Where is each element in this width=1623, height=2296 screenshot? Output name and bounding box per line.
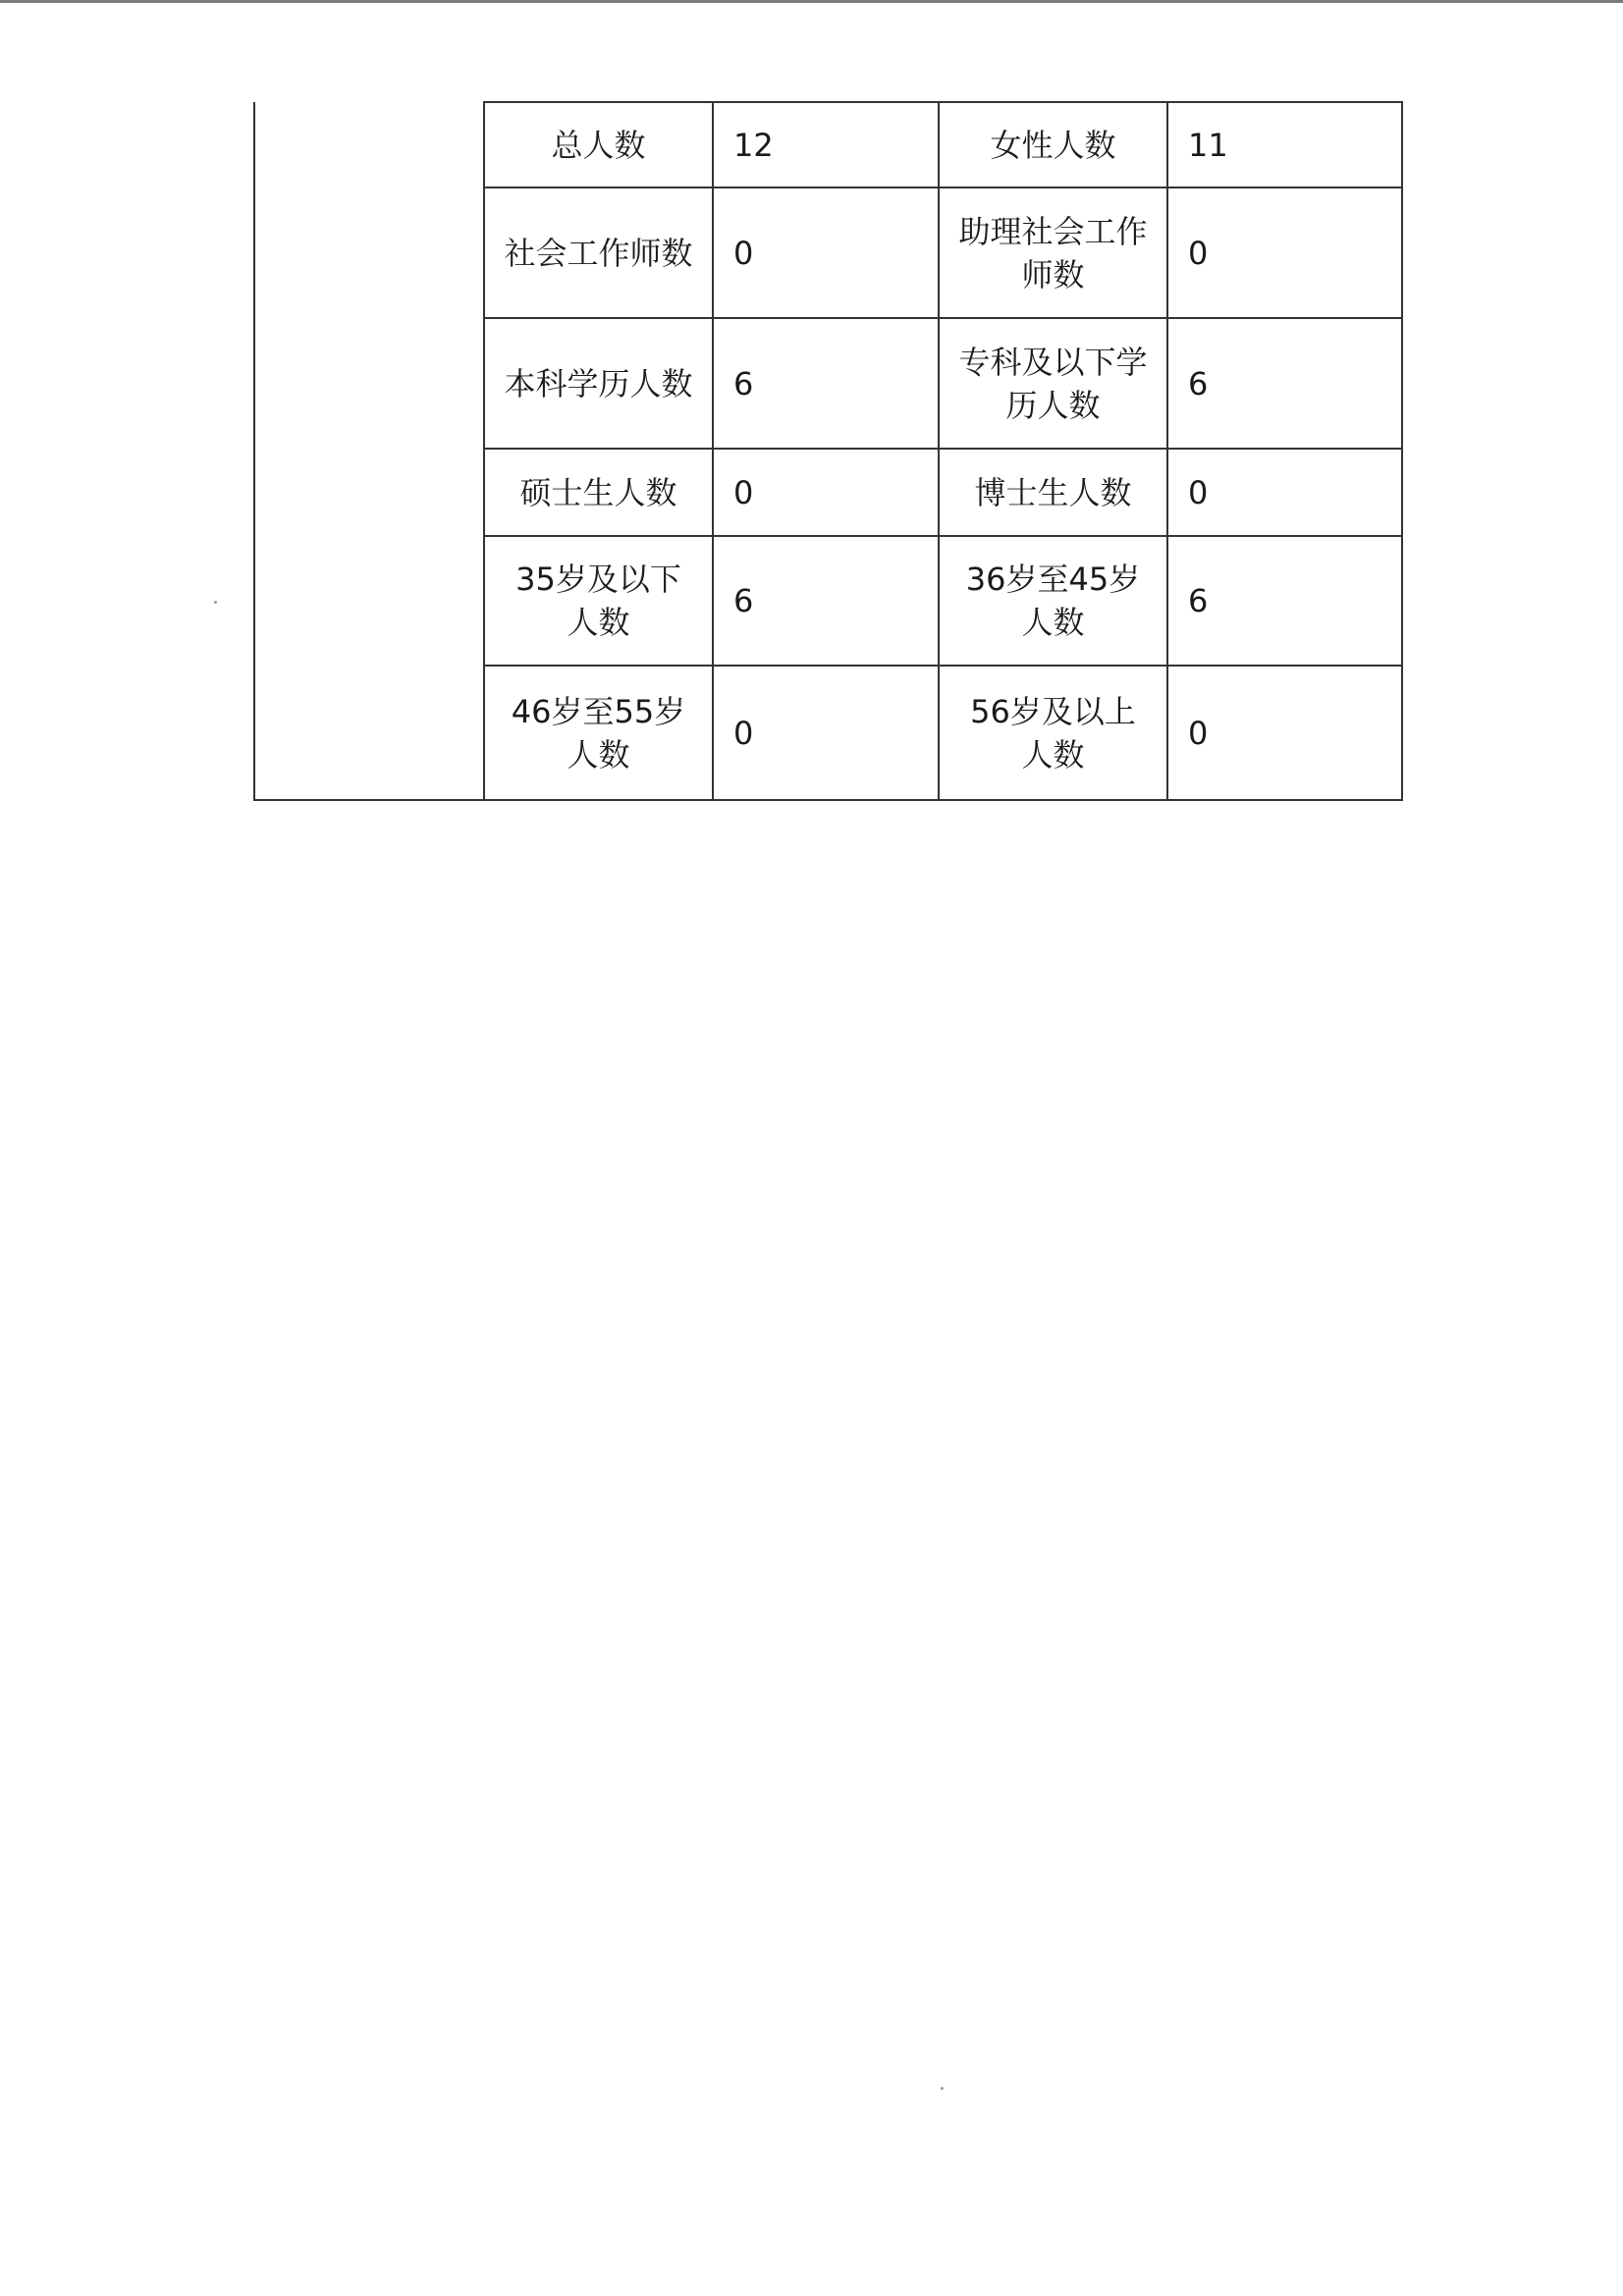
age-46-55-label: 46岁至55岁 人数	[484, 666, 713, 800]
scan-top-edge	[0, 0, 1623, 3]
assistant-social-worker-count-value: 0	[1167, 187, 1402, 318]
social-worker-count-value: 0	[713, 187, 939, 318]
social-worker-count-label: 社会工作师数	[484, 187, 713, 318]
doctor-count-value: 0	[1167, 449, 1402, 536]
age-35-below-value: 6	[713, 536, 939, 666]
college-or-below-count-label: 专科及以下学 历人数	[939, 318, 1167, 449]
bachelor-count-label: 本科学历人数	[484, 318, 713, 449]
table-row	[254, 102, 1402, 187]
age-36-45-label: 36岁至45岁 人数	[939, 536, 1167, 666]
female-count-value: 11	[1167, 102, 1402, 187]
bachelor-count-value: 6	[713, 318, 939, 449]
age-56-above-label: 56岁及以上 人数	[939, 666, 1167, 800]
age-56-above-value: 0	[1167, 666, 1402, 800]
category-column-cell	[254, 102, 484, 800]
staff-statistics-table	[253, 101, 1403, 801]
age-35-below-label: 35岁及以下 人数	[484, 536, 713, 666]
total-count-label: 总人数	[484, 102, 713, 187]
doctor-count-label: 博士生人数	[939, 449, 1167, 536]
age-36-45-value: 6	[1167, 536, 1402, 666]
scan-speck	[214, 601, 217, 604]
master-count-label: 硕士生人数	[484, 449, 713, 536]
total-count-value: 12	[713, 102, 939, 187]
scan-speck	[941, 2087, 944, 2090]
master-count-value: 0	[713, 449, 939, 536]
assistant-social-worker-count-label: 助理社会工作 师数	[939, 187, 1167, 318]
female-count-label: 女性人数	[939, 102, 1167, 187]
college-or-below-count-value: 6	[1167, 318, 1402, 449]
age-46-55-value: 0	[713, 666, 939, 800]
